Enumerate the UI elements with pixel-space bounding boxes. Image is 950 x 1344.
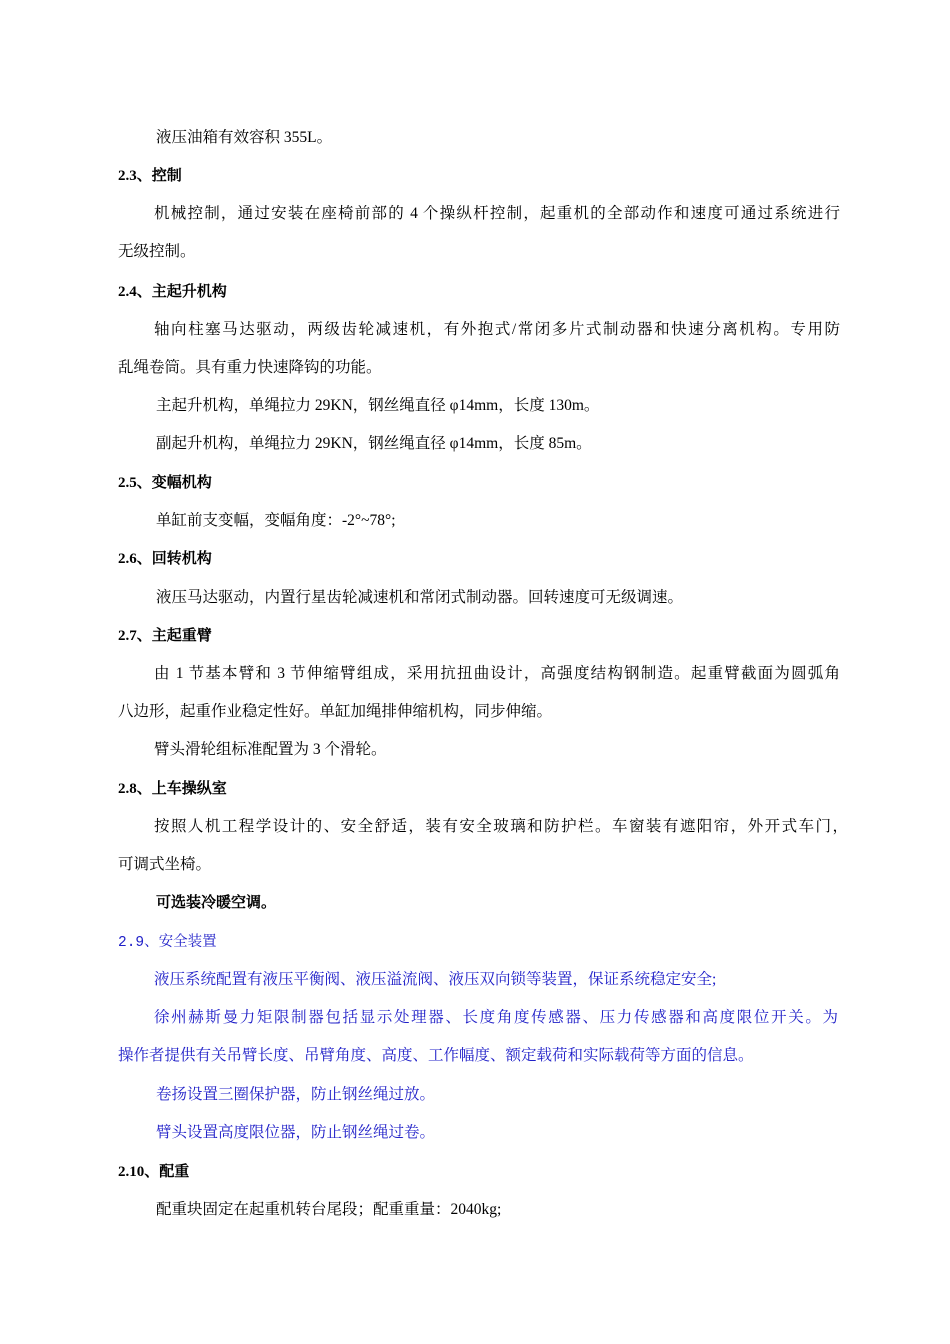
paragraph-2-8-optional: 可选装冷暖空调。 [156,895,277,911]
paragraph-2-3-line2: 无级控制。 [118,243,196,260]
paragraph-aux-hoist: 副起升机构，单绳拉力 29KN，钢丝绳直径 φ14mm，长度 85m。 [156,435,592,452]
paragraph-2-9-line3: 操作者提供有关吊臂长度、吊臂角度、高度、工作幅度、额定载荷和实际载荷等方面的信息。 [118,1047,754,1064]
paragraph-oil-tank: 液压油箱有效容积 355L。 [156,129,333,146]
paragraph-2-7-line3: 臂头滑轮组标准配置为 3 个滑轮。 [154,741,387,758]
heading-2-9-text: 2.9、安全装置 [118,935,217,951]
heading-2-7: 2.7、主起重臂 [118,628,212,644]
heading-2-6: 2.6、回转机构 [118,551,212,567]
paragraph-main-hoist: 主起升机构，单绳拉力 29KN，钢丝绳直径 φ14mm，长度 130m。 [156,397,600,414]
paragraph-2-4-line1: 轴向柱塞马达驱动，两级齿轮减速机，有外抱式/常闭多片式制动器和快速分离机构。专用防 [154,321,840,338]
heading-2-8: 2.8、上车操纵室 [118,781,227,797]
paragraph-2-9-line1: 液压系统配置有液压平衡阀、液压溢流阀、液压双向锁等装置，保证系统稳定安全; [154,971,717,988]
heading-2-10: 2.10、配重 [118,1164,190,1180]
paragraph-2-4-line2: 乱绳卷筒。具有重力快速降钩的功能。 [118,359,382,376]
paragraph-2-8-line2: 可调式坐椅。 [118,856,212,873]
paragraph-2-5: 单缸前支变幅，变幅角度：-2°~78°; [156,512,396,529]
paragraph-2-7-line2: 八边形，起重作业稳定性好。单缸加绳排伸缩机构，同步伸缩。 [118,703,553,720]
heading-2-4: 2.4、主起升机构 [118,284,227,300]
paragraph-2-8-line1: 按照人机工程学设计的、安全舒适，装有安全玻璃和防护栏。车窗装有遮阳帘，外开式车门， [154,818,848,835]
heading-2-9 [118,932,217,953]
paragraph-2-10: 配重块固定在起重机转台尾段；配重重量：2040kg; [156,1201,502,1218]
paragraph-2-9-line5: 臂头设置高度限位器，防止钢丝绳过卷。 [156,1124,436,1141]
heading-2-5: 2.5、变幅机构 [118,475,212,491]
paragraph-2-9-line4: 卷扬设置三圈保护器，防止钢丝绳过放。 [156,1086,436,1103]
paragraph-2-3-line1: 机械控制，通过安装在座椅前部的 4 个操纵杆控制，起重机的全部动作和速度可通过系统进行 [154,205,840,222]
heading-2-3: 2.3、控制 [118,168,182,184]
paragraph-2-6: 液压马达驱动，内置行星齿轮减速机和常闭式制动器。回转速度可无级调速。 [156,589,684,606]
paragraph-2-7-line1: 由 1 节基本臂和 3 节伸缩臂组成，采用抗扭曲设计，高强度结构钢制造。起重臂截面为圆弧角 [154,665,840,682]
paragraph-2-9-line2: 徐州赫斯曼力矩限制器包括显示处理器、长度角度传感器、压力传感器和高度限位开关。为 [154,1009,838,1026]
